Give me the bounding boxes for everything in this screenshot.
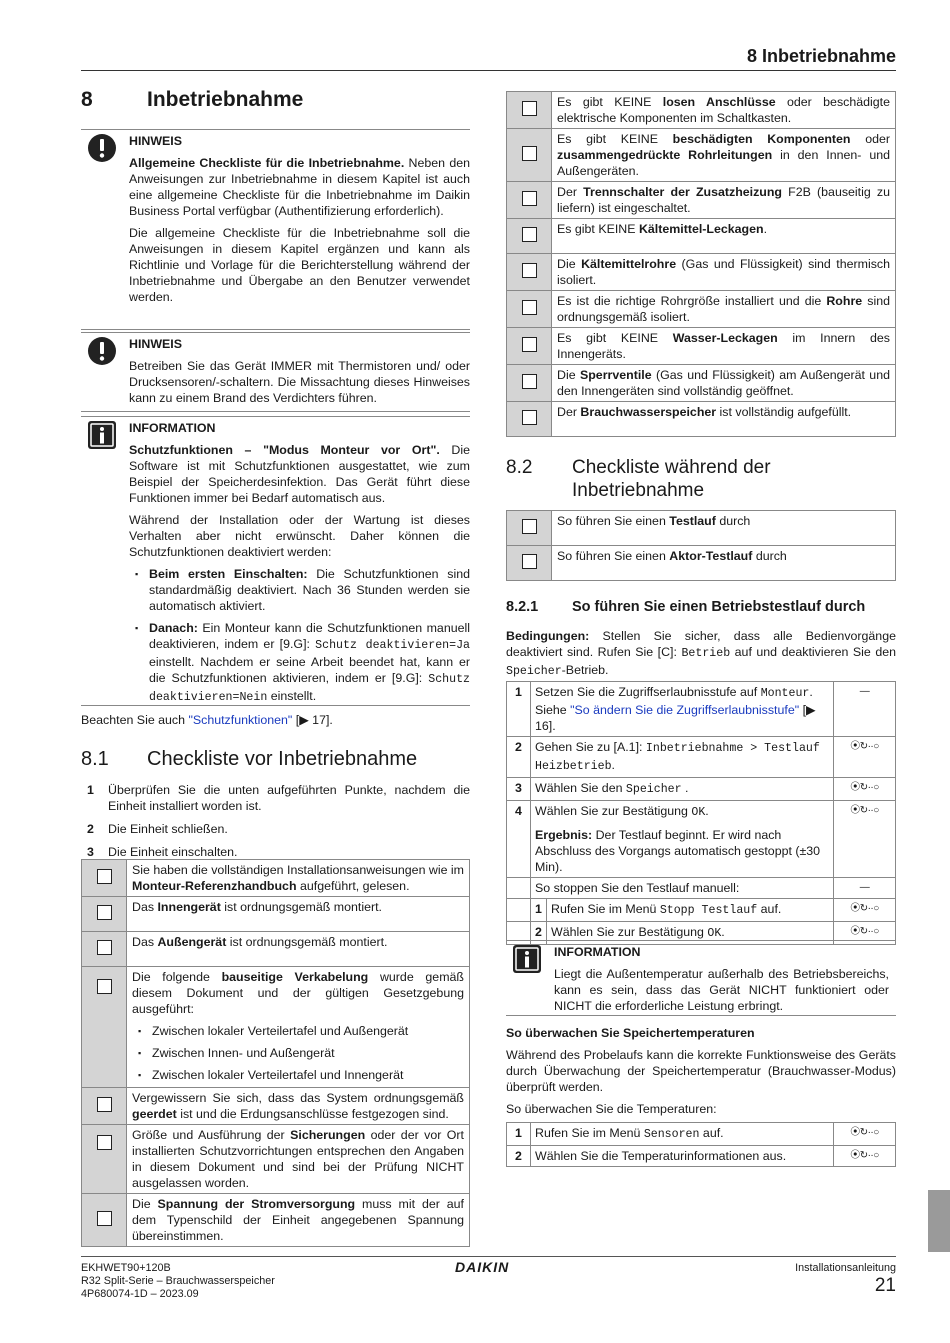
conditions-paragraph: Bedingungen: Stellen Sie sicher, dass alle Bedienvorgänge deaktiviert sind. Rufen Sie [C]: Betrieb auf und deaktivieren Sie den Speicher-Betrieb. — [506, 629, 896, 678]
checklist-text: Vergewissern Sie sich, dass das System ordnungsgemäß geerdet ist und die Erdungsanschlüsse festgezogen sind. — [127, 1088, 470, 1125]
checklist-text: Das Innengerät ist ordnungsgemäß montiert. — [127, 897, 470, 932]
checkbox[interactable] — [522, 263, 537, 278]
checkbox[interactable] — [97, 1135, 112, 1150]
checkbox[interactable] — [522, 374, 537, 389]
step-list — [81, 782, 470, 860]
link-zugriffserlaubnisstufe[interactable]: "So ändern Sie die Zugriffserlaubnisstufe" — [570, 703, 800, 717]
checklist-text: Die folgende bauseitige Verkabelung wurde gemäß diesem Dokument und der gültigen Gesetzgebung ausgeführt: ▪ Zwischen lokaler Verteilertafel und Außengerät ▪ Zwischen Innen- und Außengerät ▪ Zwischen lokaler Verteilertafel und Innengerät — [127, 967, 470, 1088]
info-label: INFORMATION — [129, 421, 216, 435]
dial-icon: ⦿↻··○ — [834, 778, 896, 801]
footer-rule — [81, 1256, 896, 1257]
paragraph: Während des Probelaufs kann die korrekte Funktionsweise des Geräts durch Überwachung der Speichertemperatur (Brauchwasser-Modus) überprüft werden. — [506, 1048, 896, 1094]
note-label: HINWEIS — [129, 337, 183, 351]
testlauf-steps-table — [506, 681, 896, 945]
checklist-text: Die Spannung der Stromversorgung muss mit der auf dem Typenschild der Einheit angegebenen Spannung übereinstimmen. — [127, 1194, 470, 1247]
bullet-item: ▪ Beim ersten Einschalten: Die Schutzfunktionen sind standardmäßig deaktiviert. Nach 36 Stunden werden sie automatisch aktiviert. — [129, 566, 470, 614]
section-number: 8.1 — [81, 748, 109, 770]
checkbox[interactable] — [97, 979, 112, 994]
checklist-table-8-1 — [81, 859, 470, 1247]
info-box-1 — [81, 416, 470, 706]
checklist-text: Es gibt KEINE losen Anschlüsse oder beschädigte elektrische Komponenten im Schaltkasten. — [552, 92, 896, 129]
footer-series: R32 Split-Serie – Brauchwasserspeicher — [81, 1275, 275, 1287]
checklist-text: So führen Sie einen Aktor-Testlauf durch — [552, 546, 896, 581]
checklist-text: Das Außengerät ist ordnungsgemäß montiert. — [127, 932, 470, 967]
checklist-row — [507, 92, 896, 129]
checklist-text: Der Brauchwasserspeicher ist vollständig aufgefüllt. — [552, 402, 896, 437]
checklist-text: Es gibt KEINE beschädigten Komponenten oder zusammengedrückte Rohrleitungen in den Innen- und Außengeräten. — [552, 129, 896, 182]
note-label: HINWEIS — [129, 134, 183, 148]
section-8-2-1-heading — [506, 599, 896, 617]
bullet-item: ▪ Danach: Ein Monteur kann die Schutzfunktionen manuell deaktivieren, indem er [9.G]: Schutz deaktivieren=Ja einstellt. Nachdem er seine Arbeit beendet hat, kann er die Schutzfunktionen aktivieren, indem er [9.G]: Schutz deaktivieren=Nein einstellt. — [129, 620, 470, 706]
paragraph: So überwachen Sie die Temperaturen: — [506, 1102, 717, 1116]
checklist-row — [82, 1125, 470, 1194]
step-row: 3 Wählen Sie den Speicher . ⦿↻··○ — [507, 778, 896, 801]
step-row: 4 Wählen Sie zur Bestätigung OK. Ergebnis: Der Testlauf beginnt. Er wird nach Abschluss des Vorgangs automatisch gestoppt (±30 Min). ⦿↻··○ — [507, 801, 896, 878]
checklist-row — [507, 129, 896, 182]
checklist-row — [82, 860, 470, 897]
checklist-text: Der Trennschalter der Zusatzheizung F2B (bauseitig zu liefern) ist eingeschaltet. — [552, 182, 896, 219]
step-row: 2 Wählen Sie zur Bestätigung OK. ⦿↻··○ — [507, 922, 896, 945]
monitor-steps-table — [506, 1122, 896, 1167]
info-icon — [87, 420, 117, 450]
running-header: 8 Inbetriebnahme — [81, 48, 896, 71]
checkbox[interactable] — [522, 300, 537, 315]
checklist-row — [507, 328, 896, 365]
section-title: Checkliste vor Inbetriebnahme — [147, 748, 418, 770]
info-paragraph: Schutzfunktionen – "Modus Monteur vor Ort". Die Software ist mit Schutzfunktionen ausgestattet, wie zum Beispiel der Speicherdesinfektion. Das Gerät führt diese Funktionen immer bei Bedarf automatisch aus. — [129, 443, 470, 505]
checkbox[interactable] — [522, 519, 537, 534]
warning-icon — [87, 133, 117, 163]
checkbox[interactable] — [522, 227, 537, 242]
section-title: Checkliste während der Inbetriebnahme — [572, 457, 771, 501]
checkbox[interactable] — [522, 554, 537, 569]
checklist-text: So führen Sie einen Testlauf durch — [552, 511, 896, 546]
monitor-section — [506, 1025, 896, 1117]
checkbox[interactable] — [97, 940, 112, 955]
section-number: 8.2.1 — [506, 599, 539, 615]
section-8-2-heading — [506, 456, 896, 504]
checklist-text: Die Kältemittelrohre (Gas und Flüssigkeit) sind thermisch isoliert. — [552, 254, 896, 291]
note-paragraph: Allgemeine Checkliste für die Inbetriebnahme. Neben den Anweisungen zur Inbetriebnahme in diesem Kapitel ist auch eine allgemeine Checkliste für die Inbetriebnahme im Daikin Business Portal verfügbar (Authentifizierung erforderlich). — [129, 156, 470, 218]
note-paragraph: Die allgemeine Checkliste für die Inbetriebnahme soll die Anweisungen in diesem Kapitel ergänzen und kann als Richtlinie und Vorlage für die Berichterstellung während der Inbetriebnahme und Übergabe an den Benutzer verwendet werden. — [129, 226, 470, 304]
checkbox[interactable] — [522, 101, 537, 116]
info-label: INFORMATION — [554, 945, 641, 959]
checklist-text: Es gibt KEINE Kältemittel-Leckagen. — [552, 219, 896, 254]
footer-left — [81, 1262, 275, 1301]
checklist-table-8-1-cont — [506, 91, 896, 437]
bullet-item: ▪ Zwischen lokaler Verteilertafel und Außengerät — [132, 1023, 464, 1039]
section-title: So führen Sie einen Betriebstestlauf durch — [572, 599, 866, 615]
bullet-item: ▪ Zwischen Innen- und Außengerät — [132, 1045, 464, 1061]
checkbox[interactable] — [97, 869, 112, 884]
checklist-table-8-2 — [506, 510, 896, 581]
checklist-row — [82, 967, 470, 1088]
checklist-text: Es ist die richtige Rohrgröße installiert und die Rohre sind ordnungsgemäß isoliert. — [552, 291, 896, 328]
checklist-row — [507, 511, 896, 546]
section-8-1-heading — [81, 748, 470, 772]
checklist-row — [507, 546, 896, 581]
dial-icon: ⦿↻··○ — [834, 922, 896, 945]
footer-doc-type: Installationsanleitung — [795, 1262, 896, 1274]
dial-icon: ⦿↻··○ — [834, 1146, 896, 1167]
note-box-1 — [81, 129, 470, 330]
dial-icon: ⦿↻··○ — [834, 899, 896, 922]
subsection-title: So überwachen Sie Speichertemperaturen — [506, 1026, 755, 1040]
footer-doc: 4P680074-1D – 2023.09 — [81, 1288, 199, 1300]
checklist-text: Sie haben die vollständigen Installationsanweisungen wie im Monteur-Referenzhandbuch aufgeführt, gelesen. — [127, 860, 470, 897]
list-item: 1 Überprüfen Sie die unten aufgeführten Punkte, nachdem die Einheit installiert worden ist. — [87, 783, 470, 813]
chapter-tab — [928, 1190, 950, 1252]
daikin-logo: DAIKIN — [455, 1259, 510, 1275]
warning-icon — [87, 336, 117, 366]
checklist-row — [507, 182, 896, 219]
dial-icon: ⦿↻··○ — [834, 737, 896, 778]
chapter-heading — [81, 88, 470, 120]
dial-icon: ⦿↻··○ — [834, 1123, 896, 1146]
checklist-row — [507, 291, 896, 328]
info-paragraph: Liegt die Außentemperatur außerhalb des Betriebsbereichs, kann es sein, dass das Gerät NICHT funktioniert oder NICHT die erforderliche Leistung erbringt. — [554, 967, 889, 1013]
info-paragraph: Während der Installation oder der Wartung ist dieses Verhalten aber nicht erwünscht. Daher können die Schutzfunktionen deaktiviert werden: — [129, 513, 470, 559]
checklist-row — [507, 402, 896, 437]
section-number: 8.2 — [506, 457, 533, 478]
chapter-number: 8 — [81, 88, 93, 111]
checkbox[interactable] — [97, 1097, 112, 1112]
footer-right — [795, 1262, 896, 1297]
checklist-text: Die Sperrventile (Gas und Flüssigkeit) am Außengerät und den Innengeräten sind vollständig geöffnet. — [552, 365, 896, 402]
list-item: 2 Die Einheit schließen. — [87, 822, 228, 836]
checklist-row — [507, 365, 896, 402]
step-row: 2 Gehen Sie zu [A.1]: Inbetriebnahme > Testlauf Heizbetrieb. ⦿↻··○ — [507, 737, 896, 778]
dial-icon: ⦿↻··○ — [834, 801, 896, 878]
info-box-2 — [506, 940, 896, 1016]
checkbox[interactable] — [97, 1211, 112, 1226]
checklist-text: Größe und Ausführung der Sicherungen oder der vor Ort installierten Schutzvorrichtungen entsprechen den Angaben in diesem Dokument und sind bei der Prüfung NICHT ausgelassen worden. — [127, 1125, 470, 1194]
note-box-2 — [81, 332, 470, 412]
checklist-row — [82, 1194, 470, 1247]
link-schutzfunktionen[interactable]: "Schutzfunktionen" — [188, 713, 293, 727]
checklist-row — [507, 254, 896, 291]
checkbox[interactable] — [97, 905, 112, 920]
no-interface-icon: — — [834, 682, 896, 737]
step-row: 1 Rufen Sie im Menü Stopp Testlauf auf. ⦿↻··○ — [507, 899, 896, 922]
page-number: 21 — [874, 1275, 896, 1296]
checklist-row — [82, 932, 470, 967]
step-row: 1 Rufen Sie im Menü Sensoren auf. ⦿↻··○ — [507, 1123, 896, 1146]
checkbox[interactable] — [522, 337, 537, 352]
checkbox[interactable] — [522, 410, 537, 425]
checkbox[interactable] — [522, 191, 537, 206]
step-row: So stoppen Sie den Testlauf manuell: — — [507, 878, 896, 899]
footer-model: EKHWET90+120B — [81, 1262, 171, 1274]
see-also-line: Beachten Sie auch "Schutzfunktionen" [▶ 17]. — [81, 713, 333, 727]
no-interface-icon: — — [834, 878, 896, 899]
checklist-row — [82, 897, 470, 932]
list-item: 3 Die Einheit einschalten. — [87, 845, 238, 859]
checklist-row — [507, 219, 896, 254]
info-icon — [512, 944, 542, 974]
checklist-row — [82, 1088, 470, 1125]
checklist-text: Es gibt KEINE Wasser-Leckagen im Innern des Innengeräts. — [552, 328, 896, 365]
checkbox[interactable] — [522, 146, 537, 161]
step-row: 2 Wählen Sie die Temperaturinformationen aus. ⦿↻··○ — [507, 1146, 896, 1167]
step-row: 1 Setzen Sie die Zugriffserlaubnisstufe auf Monteur. Siehe "So ändern Sie die Zugriffserlaubnisstufe" [▶ 16]. — — [507, 682, 896, 737]
note-paragraph: Betreiben Sie das Gerät IMMER mit Thermistoren und/ oder Drucksensoren/-schaltern. Die Missachtung dieses Hinweises kann zu einem Brand des Verdichters führen. — [129, 359, 470, 405]
chapter-title: Inbetriebnahme — [147, 88, 304, 111]
bullet-item: ▪ Zwischen lokaler Verteilertafel und Innengerät — [132, 1067, 464, 1083]
